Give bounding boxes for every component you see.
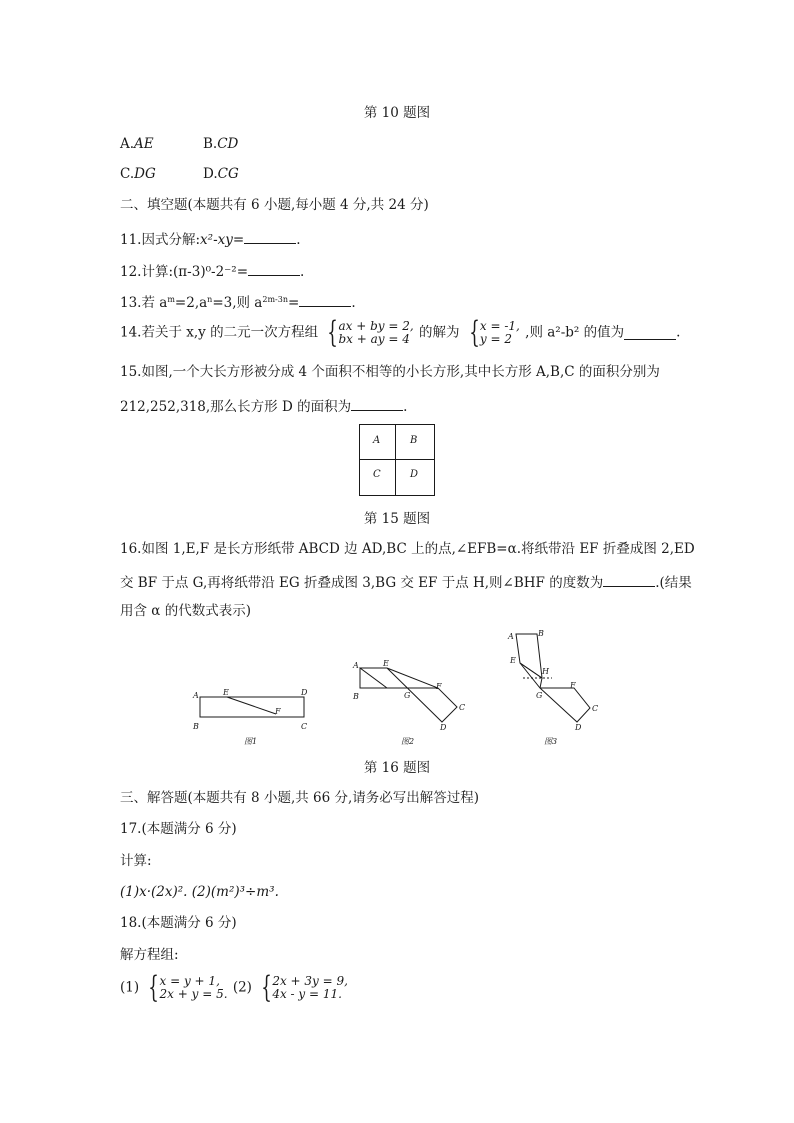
point-b: B xyxy=(193,722,199,731)
question-18-label: 解方程组: xyxy=(120,947,179,963)
section2-heading: 二、填空题(本题共有 6 小题,每小题 4 分,共 24 分) xyxy=(120,197,429,213)
point-e3: E xyxy=(510,656,516,665)
point-f3: F xyxy=(570,681,576,690)
fig15-grid xyxy=(359,424,435,496)
fig15-caption: 第 15 题图 xyxy=(363,511,431,527)
answer-blank xyxy=(299,294,351,307)
question-16-line3: 用含 α 的代数式表示) xyxy=(120,603,251,619)
point-f: F xyxy=(275,707,281,716)
question-18-heading: 18.(本题满分 6 分) xyxy=(120,915,237,931)
point-e: E xyxy=(223,688,229,697)
point-c: C xyxy=(301,722,308,731)
point-e2: E xyxy=(383,659,389,668)
point-a: A xyxy=(193,691,199,700)
question-17-heading: 17.(本题满分 6 分) xyxy=(120,821,237,837)
equation-system: { ax + by = 2, bx + ay = 4 xyxy=(327,315,414,350)
fig16-figure3 xyxy=(516,634,590,722)
question-14: 14.若关于 x,y 的二元一次方程组 { ax + by = 2, bx + ay = 4 的解为 { x = -1, y = 2 ,则 a²-b² 的值为 . xyxy=(120,315,681,350)
question-12: 12.计算:(π-3)⁰-2⁻²= . xyxy=(120,264,305,280)
fig10-caption: 第 10 题图 xyxy=(363,105,431,121)
point-h3: H xyxy=(542,667,549,676)
question-15-line2: 212,252,318,那么长方形 D 的面积为 . xyxy=(120,399,408,415)
fig16-figure1 xyxy=(200,697,304,717)
equation-system-1: { x = y + 1, 2x + y = 5. xyxy=(148,970,228,1005)
answer-blank xyxy=(624,327,676,340)
q10-option-a: A.AE xyxy=(120,136,154,152)
q10-option-b: B.CD xyxy=(203,136,239,152)
fig1-label: 图1 xyxy=(244,737,258,746)
cell-d-label: D xyxy=(410,469,419,480)
point-d: D xyxy=(301,688,308,697)
cell-a-label: A xyxy=(373,435,381,446)
point-c2: C xyxy=(459,703,466,712)
fig16-caption: 第 16 题图 xyxy=(363,760,431,776)
solution-system: { x = -1, y = 2 xyxy=(469,315,520,350)
cell-b-label: B xyxy=(410,435,418,446)
question-16-line1: 16.如图 1,E,F 是长方形纸带 ABCD 边 AD,BC 上的点,∠EFB=α.将纸带沿 EF 折叠成图 2,ED xyxy=(120,541,695,557)
answer-blank xyxy=(603,574,655,587)
point-g2: G xyxy=(404,691,411,700)
question-13: 13.若 $a^m=2,a^n=3$,则 $a^{2m-3n}=$ . xyxy=(120,295,356,311)
section3-heading: 三、解答题(本题共有 8 小题,共 66 分,请务必写出解答过程) xyxy=(120,790,480,806)
question-11: 11.因式分解:x²-xy= . xyxy=(120,232,301,248)
point-c3: C xyxy=(592,704,599,713)
point-b2: B xyxy=(353,692,359,701)
answer-blank xyxy=(244,231,296,244)
answer-blank xyxy=(248,263,300,276)
question-16-line2: 交 BF 于点 G,再将纸带沿 EG 折叠成图 3,BG 交 EF 于点 H,则∠BHF 的度数为 .(结果 xyxy=(120,575,692,591)
point-a2: A xyxy=(353,661,359,670)
point-d2: D xyxy=(440,723,447,732)
point-b3: B xyxy=(538,629,544,638)
fig2-label: 图2 xyxy=(401,737,415,746)
q10-option-d: D.CG xyxy=(203,166,239,182)
question-17-label: 计算: xyxy=(120,853,152,869)
question-18-systems: (1) { x = y + 1, 2x + y = 5. (2) { 2x + 3y = 9, 4x - y = 11. xyxy=(120,970,348,1005)
q10-option-c: C.DG xyxy=(120,166,156,182)
answer-blank xyxy=(351,398,403,411)
question-15-line1: 15.如图,一个大长方形被分成 4 个面积不相等的小长方形,其中长方形 A,B,C 的面积分别为 xyxy=(120,364,660,380)
cell-c-label: C xyxy=(373,469,381,480)
fig16-diagrams xyxy=(180,628,620,753)
point-d3: D xyxy=(575,723,582,732)
point-g3: G xyxy=(536,691,543,700)
fig3-label: 图3 xyxy=(544,737,558,746)
point-f2: F xyxy=(436,682,442,691)
question-17-items: (1)x·(2x)². (2)(m²)³÷m³. xyxy=(120,884,279,900)
point-a3: A xyxy=(508,632,514,641)
equation-system-2: { 2x + 3y = 9, 4x - y = 11. xyxy=(261,970,348,1005)
